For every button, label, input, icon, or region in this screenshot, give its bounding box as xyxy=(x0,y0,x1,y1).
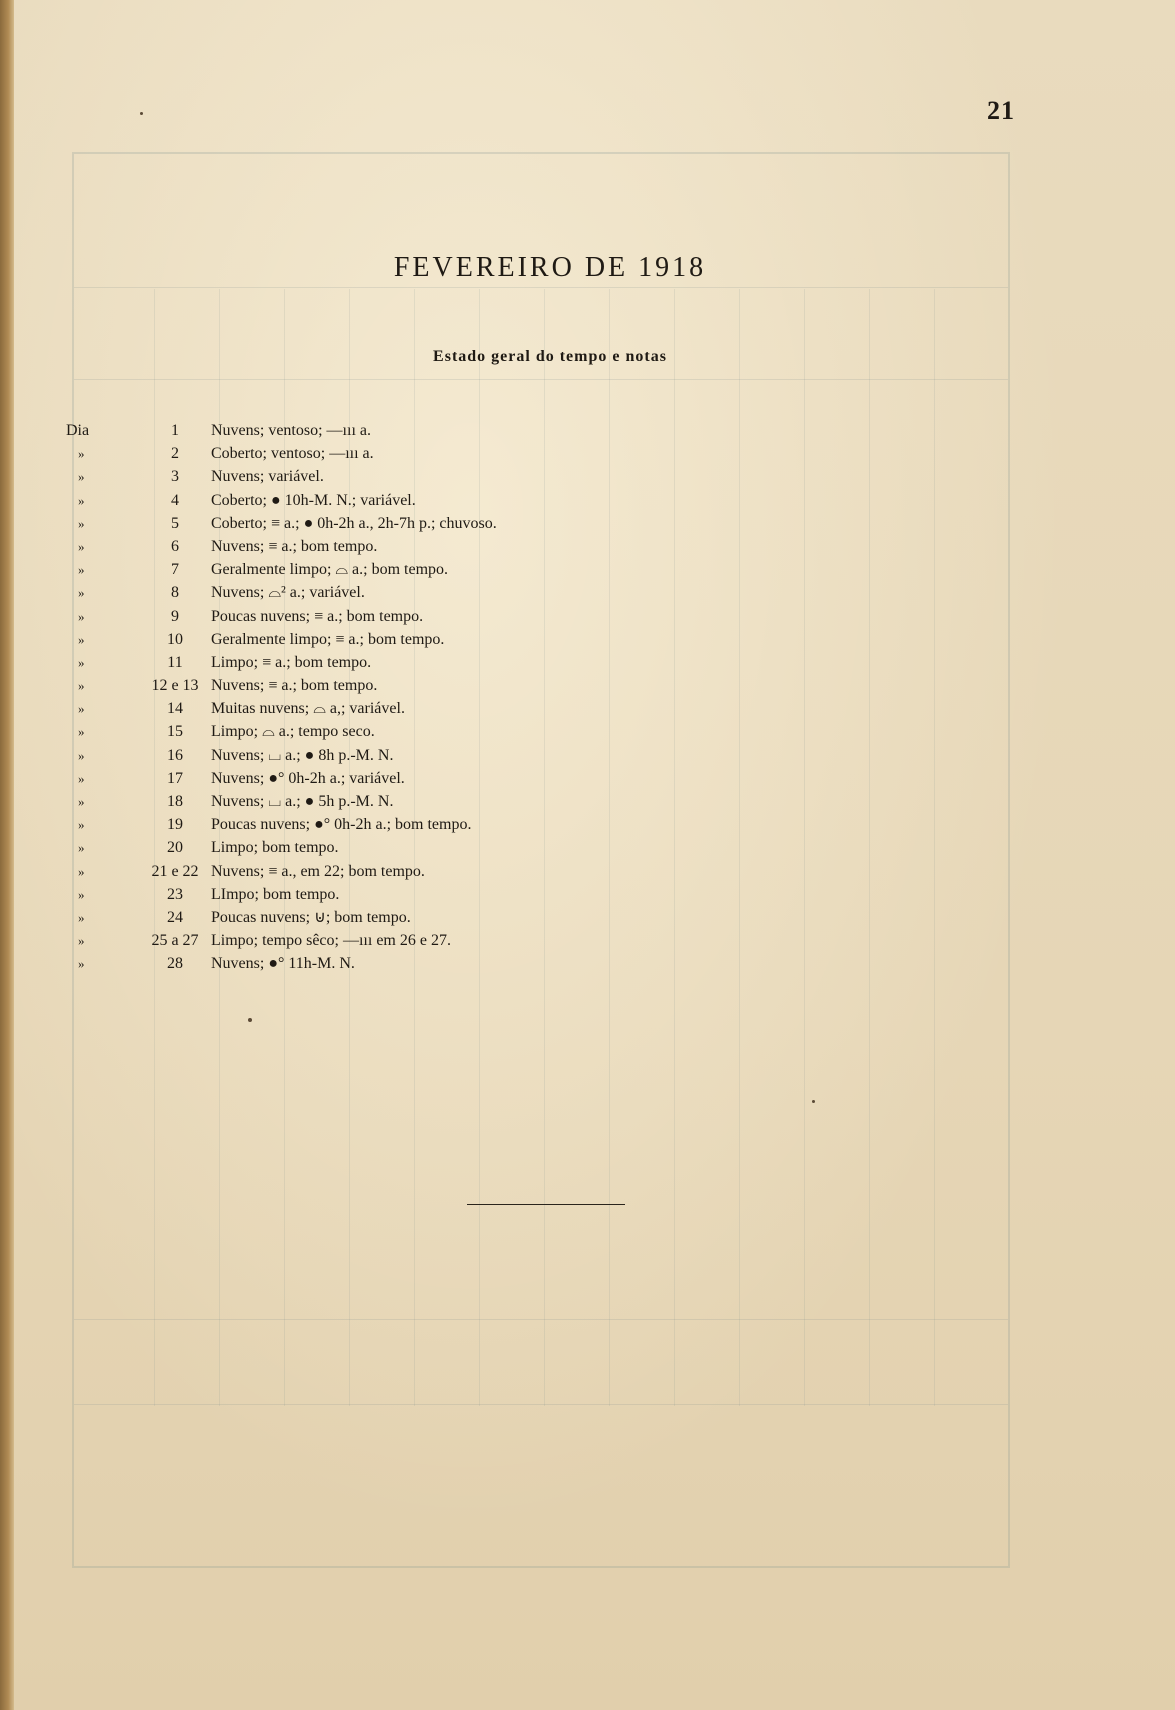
list-item xyxy=(66,674,966,697)
row-day: 28 xyxy=(167,955,183,973)
row-prefix: » xyxy=(78,608,85,624)
row-prefix: » xyxy=(78,817,85,833)
row-day: 20 xyxy=(167,839,183,857)
list-item xyxy=(66,628,966,651)
row-day: 21 e 22 xyxy=(151,862,199,880)
row-note: Nuvens; ≡ a.; bom tempo. xyxy=(211,537,378,555)
row-day: 1 xyxy=(171,422,179,439)
row-day: 9 xyxy=(171,607,179,625)
row-day: 4 xyxy=(171,491,179,509)
row-note: Poucas nuvens; ≡ a.; bom tempo. xyxy=(211,607,424,625)
row-day: 5 xyxy=(171,514,179,532)
row-prefix: » xyxy=(78,863,85,879)
list-item xyxy=(66,883,966,906)
row-prefix: » xyxy=(78,654,85,670)
page-number: 21 xyxy=(987,96,1015,125)
weather-notes-list xyxy=(66,419,966,976)
list-item xyxy=(66,767,966,790)
row-note: Nuvens; ⌓² a.; variável. xyxy=(211,584,365,602)
list-item xyxy=(66,790,966,813)
row-prefix: » xyxy=(78,515,85,531)
row-note: Coberto; ≡ a.; ● 0h-2h a., 2h-7h p.; chuvoso. xyxy=(211,514,497,532)
row-prefix: » xyxy=(78,886,85,902)
row-day: 2 xyxy=(171,445,179,463)
list-item xyxy=(66,489,966,512)
row-prefix: » xyxy=(78,933,85,949)
list-item xyxy=(66,836,966,859)
row-prefix: » xyxy=(78,909,85,925)
row-day: 14 xyxy=(167,700,183,718)
row-day: 18 xyxy=(167,793,183,810)
row-day: 3 xyxy=(171,468,179,486)
row-day: 19 xyxy=(167,816,183,834)
list-item xyxy=(66,535,966,558)
list-item xyxy=(66,419,966,442)
paper-spot xyxy=(140,112,143,115)
list-item xyxy=(66,558,966,581)
list-item xyxy=(66,952,966,975)
list-item xyxy=(66,697,966,720)
row-note: LImpo; bom tempo. xyxy=(211,885,340,903)
row-prefix: » xyxy=(78,701,85,717)
list-item xyxy=(66,929,966,952)
list-item xyxy=(66,651,966,674)
row-day: 11 xyxy=(167,653,183,671)
row-note: Geralmente limpo; ≡ a.; bom tempo. xyxy=(211,630,445,648)
list-item xyxy=(66,813,966,836)
list-item xyxy=(66,581,966,604)
row-note: Poucas nuvens; ⊍; bom tempo. xyxy=(211,908,411,926)
row-prefix: » xyxy=(78,724,85,740)
row-day: 8 xyxy=(171,584,179,602)
row-prefix: » xyxy=(78,469,85,485)
row-day: 25 a 27 xyxy=(151,932,199,950)
row-day: 15 xyxy=(167,723,183,741)
row-prefix: » xyxy=(78,562,85,578)
row-day: 23 xyxy=(167,885,183,903)
row-prefix: » xyxy=(78,956,85,972)
row-day: 10 xyxy=(167,630,183,648)
row-prefix: » xyxy=(78,840,85,856)
row-note: Nuvens; ●° 11h-M. N. xyxy=(211,955,355,973)
row-day: 17 xyxy=(167,769,183,787)
book-spine xyxy=(0,0,14,1710)
row-note: Nuvens; ≡ a.; bom tempo. xyxy=(211,677,378,695)
paper-spot xyxy=(248,1018,252,1022)
list-item xyxy=(66,605,966,628)
row-note: Coberto; ventoso; —ııı a. xyxy=(211,445,374,463)
row-prefix: » xyxy=(78,794,85,809)
section-subtitle: Estado geral do tempo e notas xyxy=(433,348,667,365)
row-note: Nuvens; ventoso; —ııı a. xyxy=(211,422,371,439)
row-prefix: » xyxy=(78,770,85,786)
row-day: 6 xyxy=(171,537,179,555)
row-day: 24 xyxy=(167,908,183,926)
row-prefix: Dia xyxy=(66,422,90,439)
row-day: 12 e 13 xyxy=(151,677,199,695)
row-note: Coberto; ● 10h-M. N.; variável. xyxy=(211,491,416,509)
list-item xyxy=(66,720,966,743)
row-day: 16 xyxy=(167,746,183,764)
row-note: Limpo; bom tempo. xyxy=(211,839,339,857)
row-note: Nuvens; variável. xyxy=(211,468,324,486)
section-divider xyxy=(467,1204,625,1205)
list-item xyxy=(66,744,966,767)
row-prefix: » xyxy=(78,492,85,508)
row-note: Limpo; ≡ a.; bom tempo. xyxy=(211,653,372,671)
list-item xyxy=(66,442,966,465)
row-note: Muitas nuvens; ⌓ a,; variável. xyxy=(211,700,405,718)
row-note: Limpo; ⌓ a.; tempo seco. xyxy=(211,723,375,741)
row-note: Poucas nuvens; ●° 0h-2h a.; bom tempo. xyxy=(211,816,472,834)
list-item xyxy=(66,860,966,883)
list-item xyxy=(66,465,966,488)
paper-spot xyxy=(812,1100,815,1103)
row-prefix: » xyxy=(78,678,85,694)
row-prefix: » xyxy=(78,747,85,763)
row-note: Nuvens; ≡ a., em 22; bom tempo. xyxy=(211,862,425,880)
row-note: Geralmente limpo; ⌓ a.; bom tempo. xyxy=(211,561,449,579)
list-item xyxy=(66,906,966,929)
page-title: FEVEREIRO DE 1918 xyxy=(393,252,707,283)
row-prefix: » xyxy=(78,446,85,462)
row-note: Limpo; tempo sêco; —ııı em 26 e 27. xyxy=(211,932,451,950)
row-prefix: » xyxy=(78,585,85,601)
row-note: Nuvens; ●° 0h-2h a.; variável. xyxy=(211,769,405,787)
row-prefix: » xyxy=(78,538,85,554)
row-note: Nuvens; ⌴ a.; ● 5h p.-M. N. xyxy=(211,793,394,810)
row-prefix: » xyxy=(78,631,85,647)
list-item xyxy=(66,512,966,535)
row-note: Nuvens; ⌴ a.; ● 8h p.-M. N. xyxy=(211,746,394,764)
row-day: 7 xyxy=(171,561,179,579)
